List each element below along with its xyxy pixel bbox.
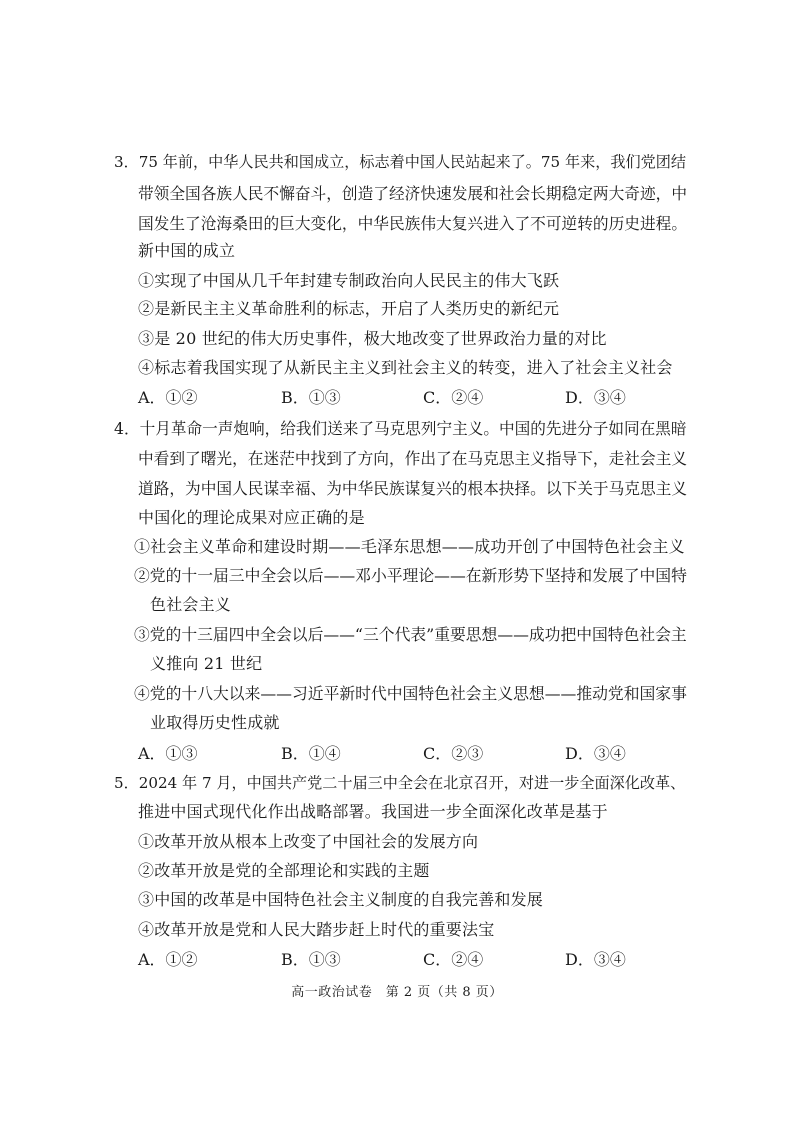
question-5-number: 5． [114, 774, 139, 792]
question-3-stem-4: 新中国的成立 [138, 241, 236, 260]
question-5-item-4: ④改革开放是党和人民大踏步赶上时代的重要法宝 [138, 920, 495, 939]
question-4-line-1 [114, 419, 686, 439]
question-3-stem-2: 带领全国各族人民不懈奋斗，创造了经济快速发展和社会长期稳定两大奇迹，中 [138, 184, 688, 203]
question-4-item-3: ③党的十三届四中全会以后——“三个代表”重要思想——成功把中国特色社会主 [134, 625, 687, 644]
question-5-stem-1: 2024 年 7 月，中国共产党二十届三中全会在北京召开，对进一步全面深化改革、 [138, 774, 686, 792]
question-5-item-1: ①改革开放从根本上改变了中国社会的发展方向 [138, 832, 479, 851]
question-5-options [138, 950, 678, 970]
question-4-options [138, 744, 678, 764]
question-3-stem-1: 75 年前，中华人民共和国成立，标志着中国人民站起来了。75 年来，我们党团结 [138, 153, 686, 171]
question-5-stem-2: 推进中国式现代化作出战略部署。我国进一步全面深化改革是基于 [138, 802, 608, 821]
option-b: B．①③ [281, 388, 341, 407]
option-b: B．①③ [281, 950, 341, 969]
question-4-item-2: ②党的十一届三中全会以后——邓小平理论——在新形势下坚持和发展了中国特 [134, 566, 687, 585]
question-4-stem-1: 十月革命一声炮响，给我们送来了马克思列宁主义。中国的先进分子如同在黑暗 [139, 419, 687, 438]
question-5-item-2: ②改革开放是党的全部理论和实践的主题 [138, 861, 430, 880]
question-4-item-1: ①社会主义革命和建设时期——毛泽东思想——成功开创了中国特色社会主义 [134, 537, 685, 556]
question-3-item-3: ③是 20 世纪的伟大历史事件，极大地改变了世界政治力量的对比 [138, 329, 607, 348]
option-d: D．③④ [565, 950, 626, 969]
question-4-item-2-cont: 色社会主义 [150, 595, 232, 614]
question-3-options [138, 388, 678, 408]
option-a: A．①② [138, 950, 198, 969]
question-5-item-3: ③中国的改革是中国特色社会主义制度的自我完善和发展 [138, 890, 544, 909]
page-footer: 高一政治试卷 第 2 页（共 8 页） [291, 985, 503, 1000]
question-4-item-4: ④党的十八大以来——习近平新时代中国特色社会主义思想——推动党和国家事 [134, 684, 687, 703]
question-3-item-4: ④标志着我国实现了从新民主主义到社会主义的转变，进入了社会主义社会 [138, 358, 673, 377]
option-c: C．②④ [423, 388, 484, 407]
question-4-number: 4． [114, 419, 140, 438]
question-4-item-4-cont: 业取得历史性成就 [150, 713, 280, 732]
option-b: B．①④ [281, 744, 341, 763]
option-c: C．②④ [423, 950, 484, 969]
option-a: A．①② [138, 388, 198, 407]
question-4-item-3-cont: 义推向 21 世纪 [150, 654, 263, 673]
question-5-line-1 [114, 773, 685, 793]
question-4-stem-3: 道路，为中国人民谋幸福、为中华民族谋复兴的根本抉择。以下关于马克思主义 [138, 479, 688, 498]
question-3-item-1: ①实现了中国从几千年封建专制政治向人民民主的伟大飞跃 [138, 271, 560, 290]
option-a: A．①③ [138, 744, 198, 763]
option-d: D．③④ [565, 744, 626, 763]
question-4-stem-2: 中看到了曙光，在迷茫中找到了方向，作出了在马克思主义指导下，走社会主义 [138, 449, 688, 468]
question-3-number: 3． [114, 153, 139, 171]
question-3-item-2: ②是新民主主义革命胜利的标志，开启了人类历史的新纪元 [138, 299, 560, 318]
question-3-line-1 [114, 152, 686, 172]
option-c: C．②③ [423, 744, 484, 763]
question-4-stem-4: 中国化的理论成果对应正确的是 [138, 508, 365, 527]
question-3-stem-3: 国发生了沧海桑田的巨大变化，中华民族伟大复兴进入了不可逆转的历史进程。 [138, 214, 688, 233]
option-d: D．③④ [565, 388, 626, 407]
